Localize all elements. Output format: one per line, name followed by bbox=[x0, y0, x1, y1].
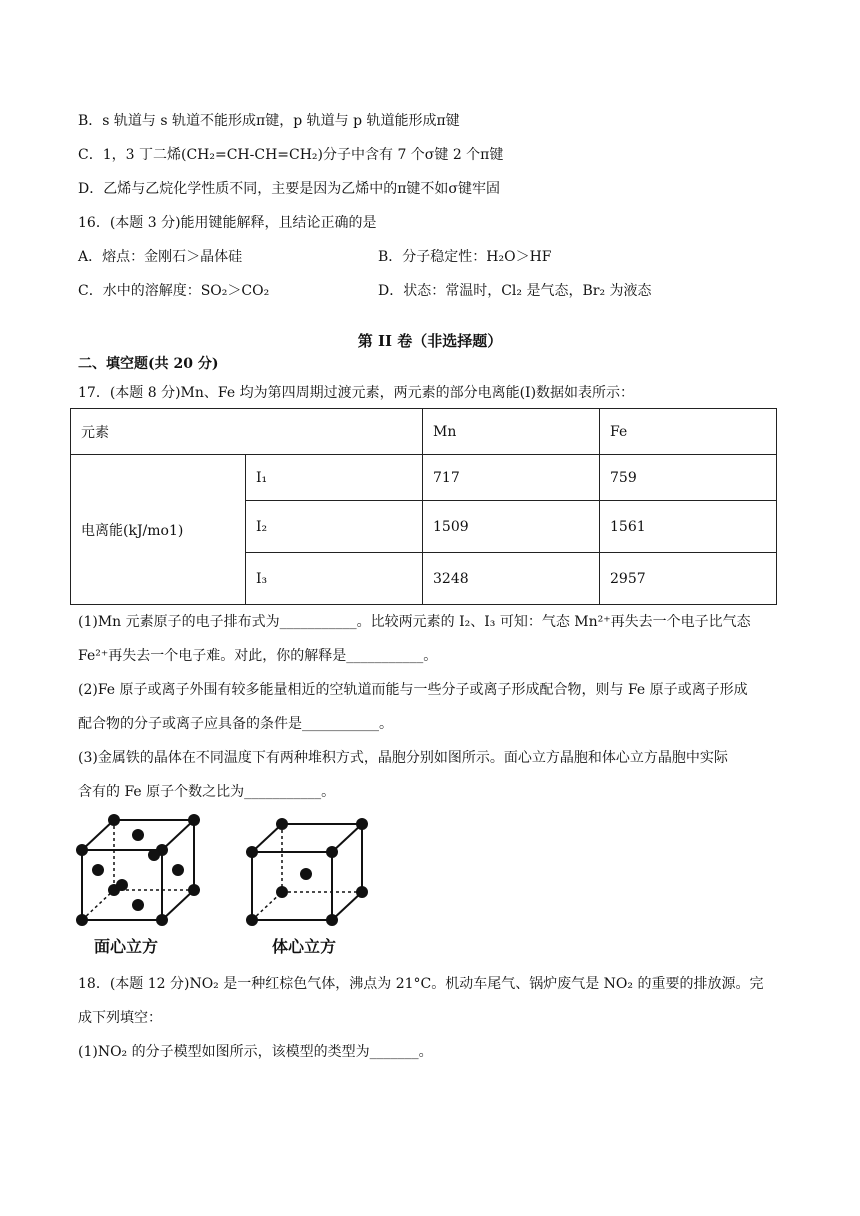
q16-option-b: B．分子稳定性：H₂O＞HF bbox=[378, 249, 552, 265]
bcc-caption: 体心立方 bbox=[272, 937, 337, 956]
fcc-caption: 面心立方 bbox=[94, 937, 159, 956]
q17-p1-line1: (1)Mn 元素原子的电子排布式为___________。比较两元素的 I₂、I₃ 可知：气态 Mn²⁺再失去一个电子比气态 bbox=[78, 614, 751, 630]
table-cell-name: I₂ bbox=[246, 501, 423, 553]
q18-p1: (1)NO₂ 的分子模型如图所示，该模型的类型为_______。 bbox=[78, 1044, 433, 1060]
q18-line2: 成下列填空： bbox=[78, 1010, 162, 1026]
q17-p2-line1: (2)Fe 原子或离子外围有较多能量相近的空轨道而能与一些分子或离子形成配合物，则与 Fe 原子或离子形成 bbox=[78, 682, 748, 698]
option-c: C．1，3 丁二烯(CH₂=CH-CH=CH₂)分子中含有 7 个σ键 2 个π键 bbox=[78, 147, 504, 163]
q16-option-a: A．熔点：金刚石＞晶体硅 bbox=[78, 249, 243, 265]
section-title: 第 II 卷（非选择题） bbox=[357, 332, 503, 350]
table-header-row bbox=[71, 409, 777, 455]
table-cell-mn: 717 bbox=[423, 455, 600, 501]
table-header-mn: Mn bbox=[423, 409, 600, 455]
table-cell-name: I₃ bbox=[246, 553, 423, 605]
q18-line1: 18．(本题 12 分)NO₂ 是一种红棕色气体，沸点为 21°C。机动车尾气、锅炉废气是 NO₂ 的重要的排放源。完 bbox=[78, 976, 764, 992]
option-d: D．乙烯与乙烷化学性质不同，主要是因为乙烯中的π键不如σ键牢固 bbox=[78, 181, 500, 197]
table-header-fe: Fe bbox=[600, 409, 777, 455]
table-header-element: 元素 bbox=[71, 409, 423, 455]
q17-p3-line2: 含有的 Fe 原子个数之比为___________。 bbox=[78, 784, 336, 800]
part-title: 二、填空题(共 20 分) bbox=[78, 356, 219, 372]
bcc-cell-figure bbox=[244, 812, 374, 932]
table-row bbox=[71, 455, 777, 501]
ionization-table bbox=[70, 408, 777, 605]
q17-p3-line1: (3)金属铁的晶体在不同温度下有两种堆积方式，晶胞分别如图所示。面心立方晶胞和体心立方晶胞中实际 bbox=[78, 750, 728, 766]
option-b: B．s 轨道与 s 轨道不能形成π键，p 轨道与 p 轨道能形成π键 bbox=[78, 113, 460, 129]
q16-option-d: D．状态：常温时，Cl₂ 是气态，Br₂ 为液态 bbox=[378, 283, 652, 299]
table-row-label: 电离能(kJ/mo1) bbox=[71, 455, 246, 605]
q17-stem: 17．(本题 8 分)Mn、Fe 均为第四周期过渡元素，两元素的部分电离能(I)数据如表所示： bbox=[78, 385, 635, 401]
table-cell-fe: 2957 bbox=[600, 553, 777, 605]
table-cell-name: I₁ bbox=[246, 455, 423, 501]
q16-stem: 16．(本题 3 分)能用键能解释，且结论正确的是 bbox=[78, 215, 377, 231]
table-cell-fe: 759 bbox=[600, 455, 777, 501]
q17-p2-line2: 配合物的分子或离子应具备的条件是___________。 bbox=[78, 716, 393, 732]
table-cell-mn: 3248 bbox=[423, 553, 600, 605]
fcc-cell-figure bbox=[76, 812, 206, 932]
table-cell-fe: 1561 bbox=[600, 501, 777, 553]
table-cell-mn: 1509 bbox=[423, 501, 600, 553]
q17-p1-line2: Fe²⁺再失去一个电子难。对此，你的解释是___________。 bbox=[78, 648, 438, 664]
q16-option-c: C．水中的溶解度：SO₂＞CO₂ bbox=[78, 283, 270, 299]
